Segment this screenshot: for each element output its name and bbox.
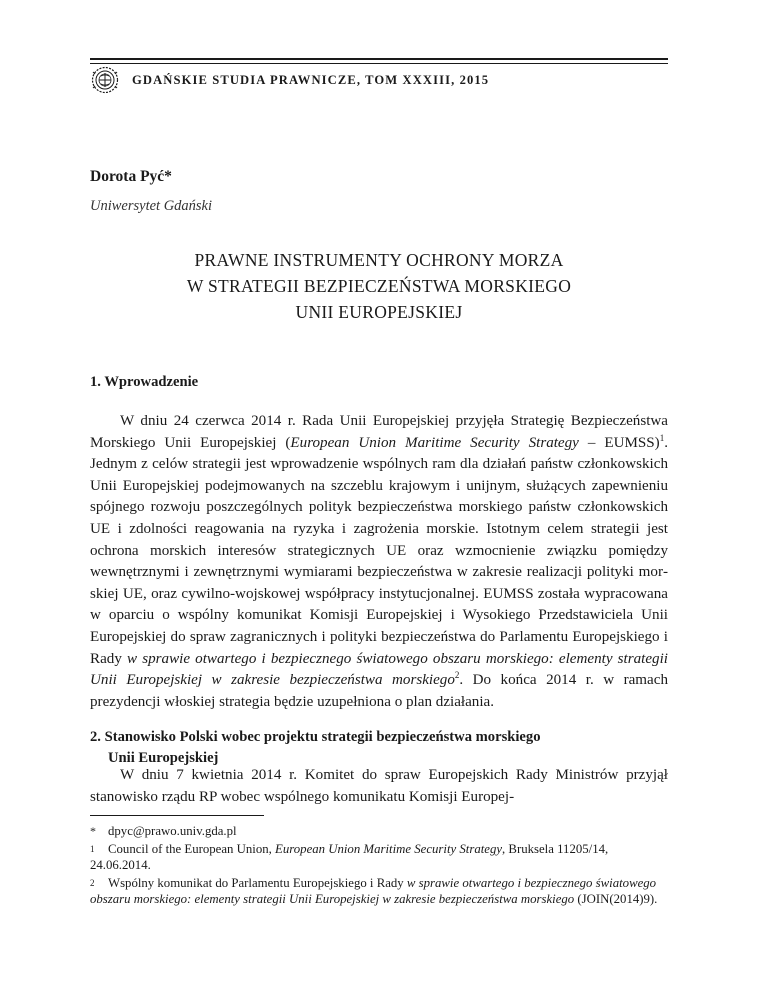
text-run-italic: European Union Maritime Security Strategy [290, 434, 579, 451]
footnote-mark: * [90, 824, 96, 838]
footnote-star [90, 823, 668, 840]
header-rule-thick [90, 58, 668, 60]
footnote-text: Council of the European Union, [108, 841, 276, 856]
paragraph-introduction [90, 411, 668, 713]
section-heading-introduction: 1. Wprowadzenie [90, 374, 199, 390]
text-run-italic: w sprawie otwartego i bezpiecznego światowego obszaru morskiego: elementy strategii Unii Europejskiej w zakresie bezpieczeństwa morskiego [90, 650, 668, 689]
title-line: PRAWNE INSTRUMENTY OCHRONY MORZA [194, 250, 564, 270]
footnote-2 [90, 875, 668, 908]
footnote-ref-2[interactable]: 2 [454, 670, 460, 681]
author-affiliation: Uniwersytet Gdański [90, 198, 213, 214]
footnote-text-italic: European Union Maritime Security Strategy [275, 841, 503, 856]
author-name: Dorota Pyć* [90, 168, 172, 185]
heading-line: Unii Europejskiej [108, 750, 219, 766]
header-rule-thin [90, 63, 668, 64]
footnote-text-italic: w sprawie otwartego i bezpiecznego światowego obszaru morskiego: elementy strategii Unii Europejskiej w zakresie bezpieczeństwa morskiego [90, 875, 657, 906]
footnote-ref-1[interactable]: 1 [659, 432, 665, 443]
footnote-text: (JOIN(2014)9). [574, 892, 658, 906]
text-run: . Do końca 2014 r. w ramach prezydencji włoskiej strategia będzie uzupełniona o plan działania. [90, 672, 668, 710]
text-run: . Jednym z celów strategii jest wprowadzenie wspólnych ram dla działań państw członkowskich Unii Europejskiej podejmowanych na szczeblu krajowym i unijnym, służących zapewnieniu spójnego rozwoju poszczególnych polityk bezpieczeństwa morskiego państw członkowskich UE i zdolności reagowania na ryzyka i zagrożenia morskie. Istotnym celem strategii jest ochrona morskich interesów strategicznych UE oraz wzmocnienie związku pomiędzy wewnętrznymi i zewnętrznymi wymiarami bezpieczeństwa w zakresie realizacji polityki morskiej UE, oraz cywilno-wojskowej współpracy instytucjonalnej. EUMSS została wypracowana w oparciu o wspólny komunikat Komisji Europejskiej i Wysokiego Przedstawiciela Unii Europejskiej do spraw zagranicznych i polityki bezpieczeństwa do Parlamentu Europejskiego i Rady [90, 434, 668, 667]
paragraph-poland-position [90, 765, 668, 808]
text-run: W dniu 24 czerwca 2014 r. Rada Unii Europejskiej przyjęła Strategię Bezpieczeństwa Morskiego Unii Europejskiej ( [90, 413, 668, 451]
footnote-1 [90, 841, 668, 874]
footnote-text: Wspólny komunikat do Parlamentu Europejskiego i Rady [108, 875, 407, 890]
article-title [90, 247, 668, 325]
footnote-text: , Bruksela 11205/14, 24.06.2014. [90, 841, 609, 872]
footnote-email[interactable]: dpyc@prawo.univ.gda.pl [108, 824, 237, 838]
text-run: W dniu 7 kwietnia 2014 r. Komitet do spraw Europejskich Rady Ministrów przyjął stanowisko rządu RP wobec wspólnego komunikatu Komisji Europej- [90, 767, 668, 805]
heading-line: 2. Stanowisko Polski wobec projektu strategii bezpieczeństwa morskiego [90, 729, 541, 745]
title-line: UNII EUROPEJSKIEJ [295, 302, 463, 322]
text-run: – EUMSS) [578, 434, 660, 451]
footnote-mark: 1 [90, 843, 95, 854]
footnotes [90, 823, 668, 909]
running-header [90, 66, 489, 94]
journal-title: GDAŃSKIE STUDIA PRAWNICZE, TOM XXXIII, 2015 [132, 72, 490, 87]
footnote-mark: 2 [90, 877, 95, 888]
section-heading-poland-position [90, 727, 668, 769]
title-line: W STRATEGII BEZPIECZEŃSTWA MORSKIEGO [186, 276, 572, 296]
footnote-rule [90, 815, 264, 816]
university-seal-icon [90, 66, 120, 94]
